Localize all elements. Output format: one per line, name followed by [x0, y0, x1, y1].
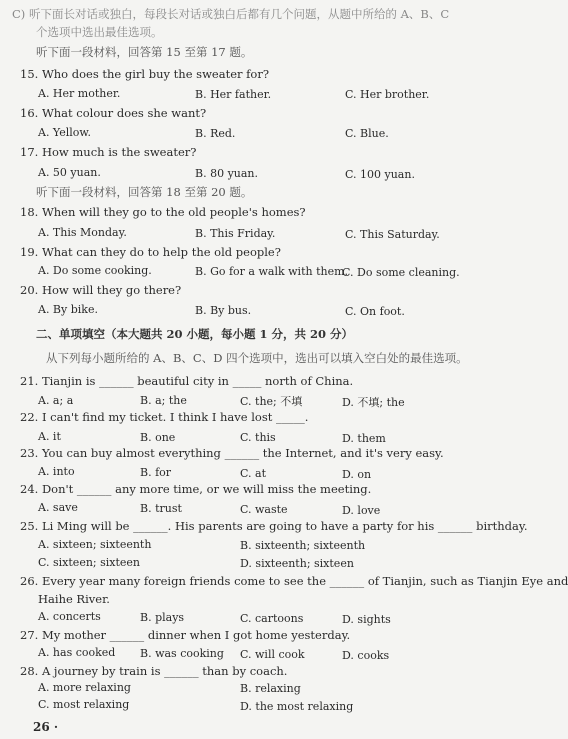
question-15-option-b: B. Her father.: [195, 88, 272, 101]
question-28-option-d: D. the most relaxing: [240, 700, 354, 713]
question-21-option-d: D. 不填; the: [342, 396, 405, 409]
question-27-option-b: B. was cooking: [140, 647, 224, 660]
question-28-option-c: C. most relaxing: [38, 698, 130, 711]
question-26-option-a: A. concerts: [38, 610, 101, 623]
question-16-option-a: A. Yellow.: [38, 126, 92, 139]
question-24-option-c: C. waste: [240, 503, 288, 516]
question-25-option-c: C. sixteen; sixteen: [38, 556, 141, 569]
question-17: 17. How much is the sweater?: [20, 145, 197, 159]
question-18-option-c: C. This Saturday.: [345, 228, 440, 241]
question-17-option-b: B. 80 yuan.: [195, 167, 259, 180]
question-20: 20. How will they go there?: [20, 283, 182, 297]
question-23: 23. You can buy almost everything ______ the Internet, and it's very easy.: [20, 446, 444, 460]
question-27-option-d: D. cooks: [342, 649, 390, 662]
material-instruction-15-17: 听下面一段材料，回答第 15 至第 17 题。: [36, 45, 253, 59]
question-15-option-a: A. Her mother.: [38, 87, 121, 100]
question-19: 19. What can they do to help the old people?: [20, 245, 281, 259]
question-25-option-d: D. sixteenth; sixteen: [240, 557, 354, 570]
question-21-option-b: B. a; the: [140, 394, 187, 407]
question-16-option-c: C. Blue.: [345, 127, 389, 140]
question-26-option-c: C. cartoons: [240, 612, 304, 625]
section-2-title: 二、单项填空（本大题共 20 小题，每小题 1 分，共 20 分）: [36, 327, 354, 341]
question-25-option-b: B. sixteenth; sixteenth: [240, 539, 366, 552]
question-26-option-d: D. sights: [342, 613, 391, 626]
question-16-option-b: B. Red.: [195, 127, 236, 140]
question-19-option-b: B. Go for a walk with them.: [195, 265, 349, 278]
question-20-option-a: A. By bike.: [38, 303, 98, 316]
listening-part-c-instruction: C) 听下面长对话或独白，每段长对话或独白后都有几个问题，从题中所给的 A、B、C: [12, 7, 450, 21]
question-23-option-b: B. for: [140, 466, 172, 479]
question-19-option-a: A. Do some cooking.: [38, 264, 152, 277]
question-20-option-c: C. On foot.: [345, 305, 405, 318]
question-17-option-a: A. 50 yuan.: [38, 166, 101, 179]
question-18-option-a: A. This Monday.: [38, 226, 127, 239]
section-2-instruction: 从下列每小题所给的 A、B、C、D 四个选项中，选出可以填入空白处的最佳选项。: [46, 351, 468, 365]
question-22-option-a: A. it: [38, 430, 61, 443]
question-22-option-d: D. them: [342, 432, 386, 445]
question-21: 21. Tianjin is ______ beautiful city in _____ north of China.: [20, 374, 354, 388]
question-23-option-c: C. at: [240, 467, 266, 480]
material-instruction-18-20: 听下面一段材料，回答第 18 至第 20 题。: [36, 185, 253, 199]
question-21-option-a: A. a; a: [38, 394, 74, 407]
question-24-option-d: D. love: [342, 504, 381, 517]
question-22: 22. I can't find my ticket. I think I have lost _____.: [20, 410, 309, 424]
question-22-option-b: B. one: [140, 431, 176, 444]
question-24-option-b: B. trust: [140, 502, 182, 515]
question-28-option-a: A. more relaxing: [38, 681, 131, 694]
question-23-option-d: D. on: [342, 468, 372, 481]
question-28: 28. A journey by train is ______ than by coach.: [20, 664, 288, 678]
page-number: 26 ·: [33, 720, 59, 734]
question-25: 25. Li Ming will be ______. His parents are going to have a party for his ______ birthday.: [20, 519, 528, 533]
question-22-option-c: C. this: [240, 431, 276, 444]
listening-part-c-instruction-cont: 个选项中选出最佳选项。: [36, 25, 163, 39]
question-21-option-c: C. the; 不填: [240, 395, 303, 408]
question-26-cont: Haihe River.: [38, 592, 110, 606]
question-27: 27. My mother ______ dinner when I got home yesterday.: [20, 628, 351, 642]
question-19-option-c: C. Do some cleaning.: [342, 266, 460, 279]
question-15: 15. Who does the girl buy the sweater for?: [20, 67, 269, 81]
question-26-option-b: B. plays: [140, 611, 185, 624]
question-18: 18. When will they go to the old people's homes?: [20, 205, 306, 219]
question-16: 16. What colour does she want?: [20, 106, 207, 120]
question-23-option-a: A. into: [38, 465, 75, 478]
question-26: 26. Every year many foreign friends come to see the ______ of Tianjin, such as Tianjin Eye and: [20, 574, 568, 588]
question-24-option-a: A. save: [38, 501, 78, 514]
question-28-option-b: B. relaxing: [240, 682, 301, 695]
question-20-option-b: B. By bus.: [195, 304, 252, 317]
question-17-option-c: C. 100 yuan.: [345, 168, 415, 181]
question-24: 24. Don't ______ any more time, or we will miss the meeting.: [20, 482, 372, 496]
question-15-option-c: C. Her brother.: [345, 88, 430, 101]
question-25-option-a: A. sixteen; sixteenth: [38, 538, 152, 551]
question-27-option-c: C. will cook: [240, 648, 305, 661]
question-18-option-b: B. This Friday.: [195, 227, 276, 240]
question-27-option-a: A. has cooked: [38, 646, 116, 659]
